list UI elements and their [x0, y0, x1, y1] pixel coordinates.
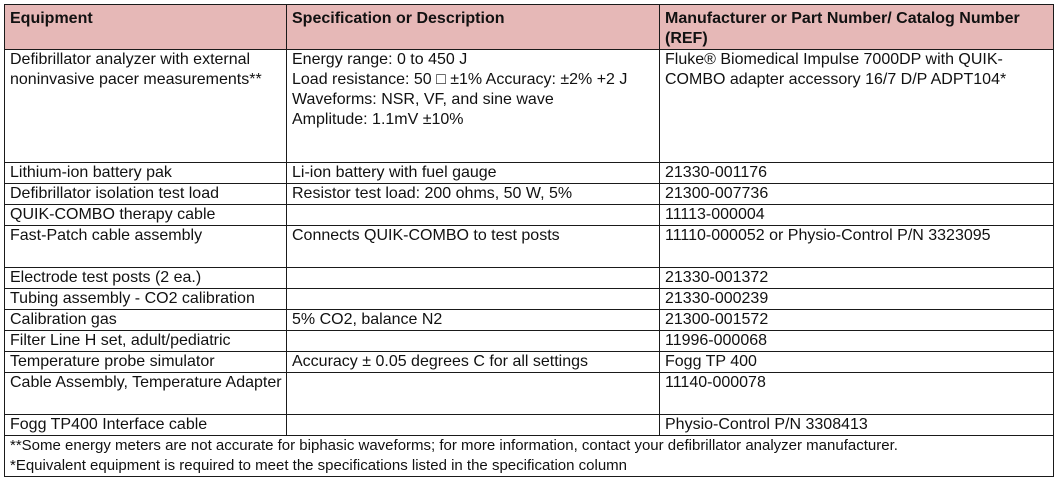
- cell-specification: Accuracy ± 0.05 degrees C for all settings: [287, 352, 660, 373]
- cell-part-number: 21300-007736: [660, 184, 1054, 205]
- cell-equipment: Defibrillator isolation test load: [5, 184, 287, 205]
- table-row: [5, 415, 1054, 436]
- cell-part-number: 21330-001372: [660, 268, 1054, 289]
- cell-specification: [287, 373, 660, 415]
- cell-part-number: Fogg TP 400: [660, 352, 1054, 373]
- cell-specification: [287, 205, 660, 226]
- cell-part-number: 21330-001176: [660, 163, 1054, 184]
- cell-specification: Resistor test load: 200 ohms, 50 W, 5%: [287, 184, 660, 205]
- cell-equipment: Temperature probe simulator: [5, 352, 287, 373]
- table-row: [5, 289, 1054, 310]
- cell-equipment: Filter Line H set, adult/pediatric: [5, 331, 287, 352]
- table-row: [5, 205, 1054, 226]
- table-notes-row: [5, 436, 1054, 477]
- cell-specification: 5% CO2, balance N2: [287, 310, 660, 331]
- table-row: [5, 373, 1054, 415]
- header-specification: Specification or Description: [287, 5, 660, 50]
- cell-specification: [287, 289, 660, 310]
- cell-specification: [287, 268, 660, 289]
- cell-equipment: Fast-Patch cable assembly: [5, 226, 287, 268]
- cell-specification: Li-ion battery with fuel gauge: [287, 163, 660, 184]
- table-row: [5, 331, 1054, 352]
- spec-line: Load resistance: 50 □ ±1% Accuracy: ±2% +2 J: [292, 71, 628, 88]
- table-row: [5, 352, 1054, 373]
- cell-part-number: 11140-000078: [660, 373, 1054, 415]
- cell-specification: [287, 415, 660, 436]
- cell-part-number: 11113-000004: [660, 205, 1054, 226]
- table-row: [5, 184, 1054, 205]
- spec-line: Energy range: 0 to 450 J: [292, 51, 468, 68]
- cell-equipment: Cable Assembly, Temperature Adapter: [5, 373, 287, 415]
- spec-line: Amplitude: 1.1mV ±10%: [292, 111, 464, 128]
- footnote-double-asterisk: **Some energy meters are not accurate for biphasic waveforms; for more information, contact your defibrillator analyzer manufacturer.: [10, 437, 898, 454]
- table-row: [5, 268, 1054, 289]
- cell-part-number: 21300-001572: [660, 310, 1054, 331]
- notes-cell: [5, 436, 1054, 477]
- table-row: [5, 163, 1054, 184]
- cell-part-number: 11110-000052 or Physio-Control P/N 3323095: [660, 226, 1054, 268]
- table-row: [5, 226, 1054, 268]
- equipment-document: [4, 4, 1053, 477]
- cell-equipment: Tubing assembly - CO2 calibration: [5, 289, 287, 310]
- cell-specification: [287, 331, 660, 352]
- table-header-row: [5, 5, 1054, 50]
- spec-line: Waveforms: NSR, VF, and sine wave: [292, 91, 554, 108]
- equipment-table: [4, 4, 1054, 477]
- cell-equipment: Lithium-ion battery pak: [5, 163, 287, 184]
- cell-part-number: Fluke® Biomedical Impulse 7000DP with QUIK- COMBO adapter accessory 16/7 D/P ADPT104*: [660, 50, 1054, 163]
- cell-equipment: Fogg TP400 Interface cable: [5, 415, 287, 436]
- cell-part-number: 21330-000239: [660, 289, 1054, 310]
- footnote-single-asterisk: *Equivalent equipment is required to meet the specifications listed in the specification column: [10, 457, 628, 474]
- cell-specification: Connects QUIK-COMBO to test posts: [287, 226, 660, 268]
- cell-equipment: Calibration gas: [5, 310, 287, 331]
- header-part-number: Manufacturer or Part Number/ Catalog Number (REF): [660, 5, 1054, 50]
- header-equipment: Equipment: [5, 5, 287, 50]
- table-row: [5, 310, 1054, 331]
- cell-specification: [287, 50, 660, 163]
- table-row: [5, 50, 1054, 163]
- cell-equipment: Electrode test posts (2 ea.): [5, 268, 287, 289]
- cell-part-number: 11996-000068: [660, 331, 1054, 352]
- cell-part-number: Physio-Control P/N 3308413: [660, 415, 1054, 436]
- cell-equipment: Defibrillator analyzer with external noninvasive pacer measurements**: [5, 50, 287, 163]
- cell-equipment: QUIK-COMBO therapy cable: [5, 205, 287, 226]
